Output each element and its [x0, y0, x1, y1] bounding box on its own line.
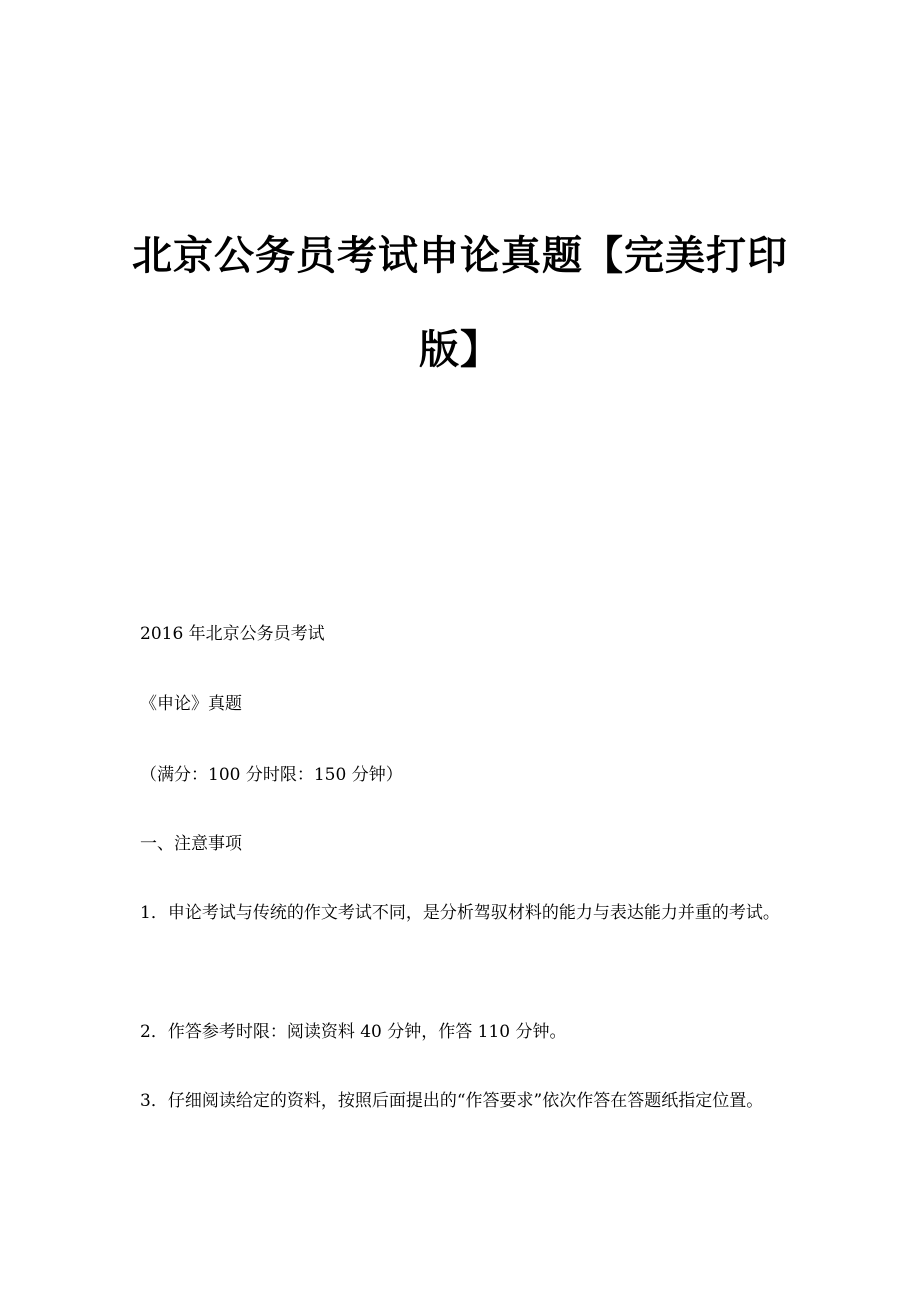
exam-year-line: 2016 年北京公务员考试: [140, 624, 325, 644]
note-item-2: 2．作答参考时限：阅读资料 40 分钟，作答 110 分钟。: [140, 1022, 567, 1042]
note-item-3: 3．仔细阅读给定的资料，按照后面提出的“作答要求”依次作答在答题纸指定位置。: [140, 1091, 764, 1111]
exam-subject-line: 《申论》真题: [140, 694, 242, 714]
section-heading-notes: 一、注意事项: [140, 834, 242, 854]
exam-score-time-line: （满分：100 分时限：150 分钟）: [140, 765, 403, 785]
document-title-line2: 版】: [419, 327, 501, 373]
document-title-line1: 北京公务员考试申论真题【完美打印: [132, 233, 788, 279]
note-item-1: 1．申论考试与传统的作文考试不同，是分析驾驭材料的能力与表达能力并重的考试。: [140, 903, 780, 923]
